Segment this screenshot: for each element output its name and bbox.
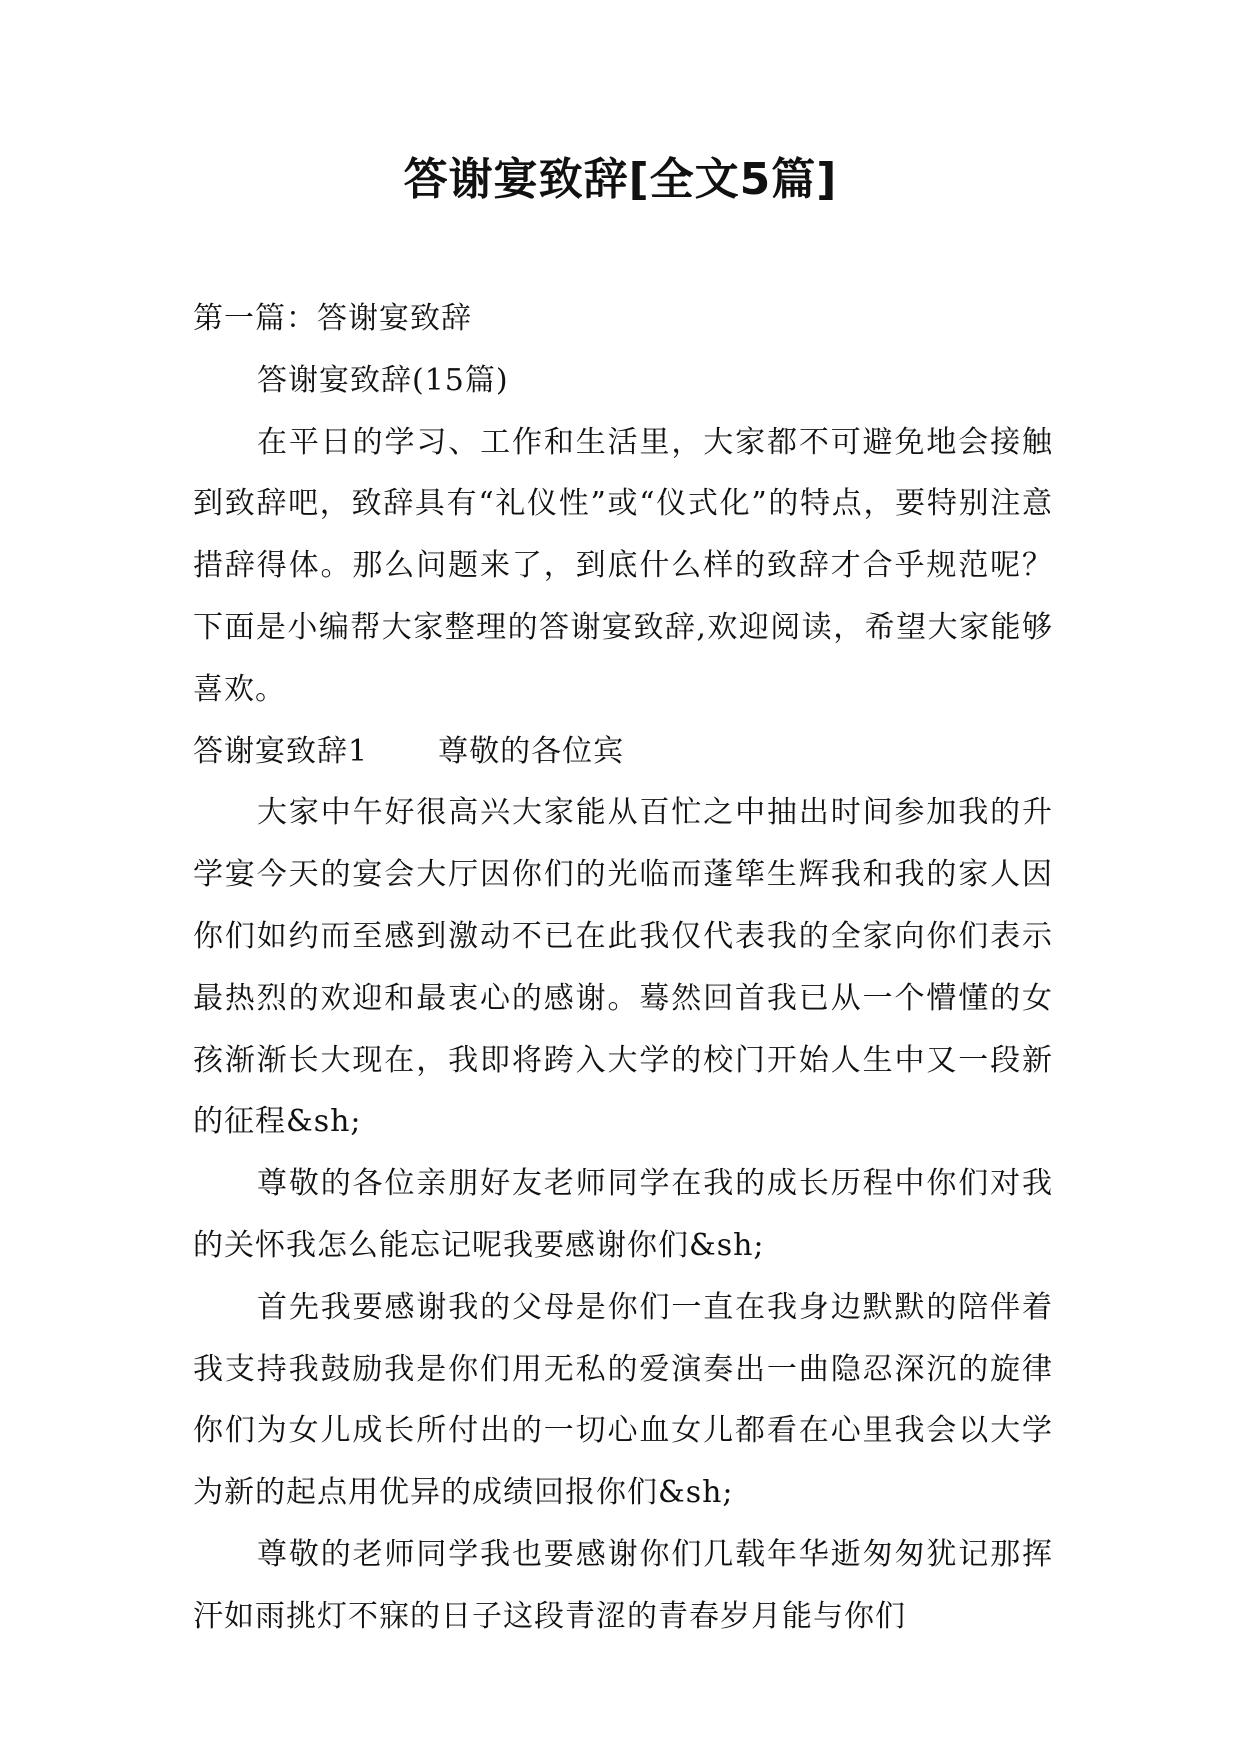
body-paragraph: 大家中午好很高兴大家能从百忙之中抽出时间参加我的升学宴今天的宴会大厅因你们的光临而蓬筚生辉我和我的家人因你们如约而至感到激动不已在此我仅代表我的全家向你们表示最热烈的欢迎和最衷心的感谢。蓦然回首我已从一个懵懂的女孩渐渐长大现在，我即将跨入大学的校门开始人生中又一段新的征程&sh; <box>193 795 1053 1140</box>
body-paragraph: 尊敬的老师同学我也要感谢你们几载年华逝匆匆犹记那挥汗如雨挑灯不寐的日子这段青涩的青春岁月能与你们 <box>193 1536 1053 1634</box>
body-paragraph: 首先我要感谢我的父母是你们一直在我身边默默的陪伴着我支持我鼓励我是你们用无私的爱演奏出一曲隐忍深沉的旋律你们为女儿成长所付出的一切心血女儿都看在心里我会以大学为新的起点用优异的成绩回报你们&sh; <box>193 1289 1053 1511</box>
part-heading: 第一篇：答谢宴致辞 <box>193 301 472 336</box>
document-subtitle: 答谢宴致辞(15篇) <box>257 362 509 398</box>
body-paragraph: 尊敬的各位亲朋好友老师同学在我的成长历程中你们对我的关怀我怎么能忘记呢我要感谢你们&sh; <box>193 1166 1053 1263</box>
document-title: 答谢宴致辞[全文5篇] <box>403 154 838 205</box>
section-salutation: 尊敬的各位宾 <box>438 733 625 769</box>
section-label: 答谢宴致辞1 <box>193 733 369 769</box>
document-body <box>193 288 1053 1648</box>
section-heading <box>193 721 1053 783</box>
intro-paragraph: 在平日的学习、工作和生活里，大家都不可避免地会接触到致辞吧，致辞具有“礼仪性”或“仪式化”的特点，要特别注意措辞得体。那么问题来了，到底什么样的致辞才合乎规范呢？下面是小编帮大家整理的答谢宴致辞,欢迎阅读，希望大家能够喜欢。 <box>193 424 1053 707</box>
